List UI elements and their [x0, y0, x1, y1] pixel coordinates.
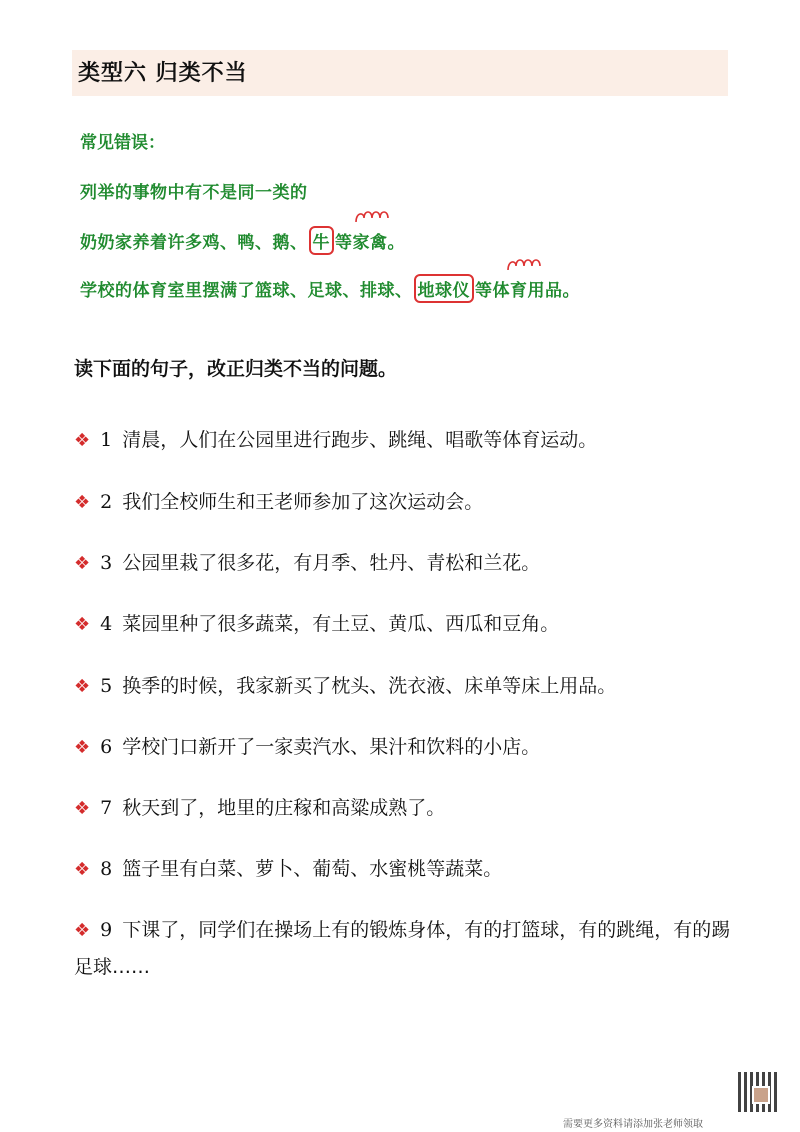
- exercise-item: [74, 606, 734, 643]
- item-text: 我们全校师生和王老师参加了这次运动会。: [122, 491, 484, 513]
- item-number: 6: [100, 736, 113, 758]
- item-number: 9: [100, 919, 113, 941]
- qr-avatar: [752, 1086, 770, 1104]
- page-title: 类型六 归类不当: [78, 61, 248, 86]
- instruction: 读下面的句子，改正归类不当的问题。: [74, 358, 398, 380]
- item-number: 3: [100, 552, 113, 574]
- footer-note: 需要更多资料请添加张老师领取: [563, 1119, 703, 1130]
- diamond-bullet-icon: ❖: [74, 859, 91, 880]
- exercise-item: [74, 790, 734, 827]
- squiggle-mark-icon: [352, 206, 392, 226]
- exercise-item: [74, 484, 734, 521]
- item-text: 学校门口新开了一家卖汽水、果汁和饮料的小店。: [122, 736, 541, 758]
- example-2-before: 学校的体育室里摆满了篮球、足球、排球、: [80, 281, 413, 301]
- common-errors-description: 列举的事物中有不是同一类的: [80, 183, 308, 203]
- item-text: 菜园里种了很多蔬菜，有土豆、黄瓜、西瓜和豆角。: [122, 613, 560, 635]
- item-text: 秋天到了，地里的庄稼和高粱成熟了。: [122, 797, 446, 819]
- exercise-item: [74, 912, 734, 985]
- item-text: 篮子里有白菜、萝卜、葡萄、水蜜桃等蔬菜。: [122, 858, 503, 880]
- item-number: 4: [100, 613, 113, 635]
- item-text: 公园里栽了很多花，有月季、牡丹、青松和兰花。: [122, 552, 541, 574]
- example-sentence-2: [80, 274, 580, 303]
- diamond-bullet-icon: ❖: [74, 798, 91, 819]
- exercise-item: [74, 729, 734, 766]
- example-1-after: 等家禽。: [335, 233, 405, 253]
- diamond-bullet-icon: ❖: [74, 430, 91, 451]
- diamond-bullet-icon: ❖: [74, 553, 91, 574]
- item-number: 1: [100, 429, 113, 451]
- exercise-item: [74, 545, 734, 582]
- item-number: 5: [100, 675, 113, 697]
- common-errors-label: 常见错误：: [80, 133, 165, 153]
- item-number: 8: [100, 858, 113, 880]
- exercise-item: [74, 851, 734, 888]
- item-text: 换季的时候，我家新买了枕头、洗衣液、床单等床上用品。: [122, 675, 617, 697]
- exercise-item: [74, 422, 734, 459]
- diamond-bullet-icon: ❖: [74, 676, 91, 697]
- item-number: 7: [100, 797, 113, 819]
- item-text: 清晨，人们在公园里进行跑步、跳绳、唱歌等体育运动。: [122, 429, 598, 451]
- diamond-bullet-icon: ❖: [74, 737, 91, 758]
- exercise-item: [74, 668, 734, 705]
- item-number: 2: [100, 491, 113, 513]
- item-text: 下课了，同学们在操场上有的锻炼身体，有的打篮球，有的跳绳，有的踢足球……: [74, 919, 731, 978]
- squiggle-mark-icon: [504, 254, 544, 274]
- example-sentence-1: [80, 226, 405, 255]
- diamond-bullet-icon: ❖: [74, 920, 91, 941]
- example-1-marked-word: 牛: [309, 226, 335, 255]
- example-1-before: 奶奶家养着许多鸡、鸭、鹅、: [80, 233, 308, 253]
- diamond-bullet-icon: ❖: [74, 492, 91, 513]
- example-2-after: 等体育用品。: [475, 281, 580, 301]
- diamond-bullet-icon: ❖: [74, 614, 91, 635]
- example-2-marked-word: 地球仪: [414, 274, 475, 303]
